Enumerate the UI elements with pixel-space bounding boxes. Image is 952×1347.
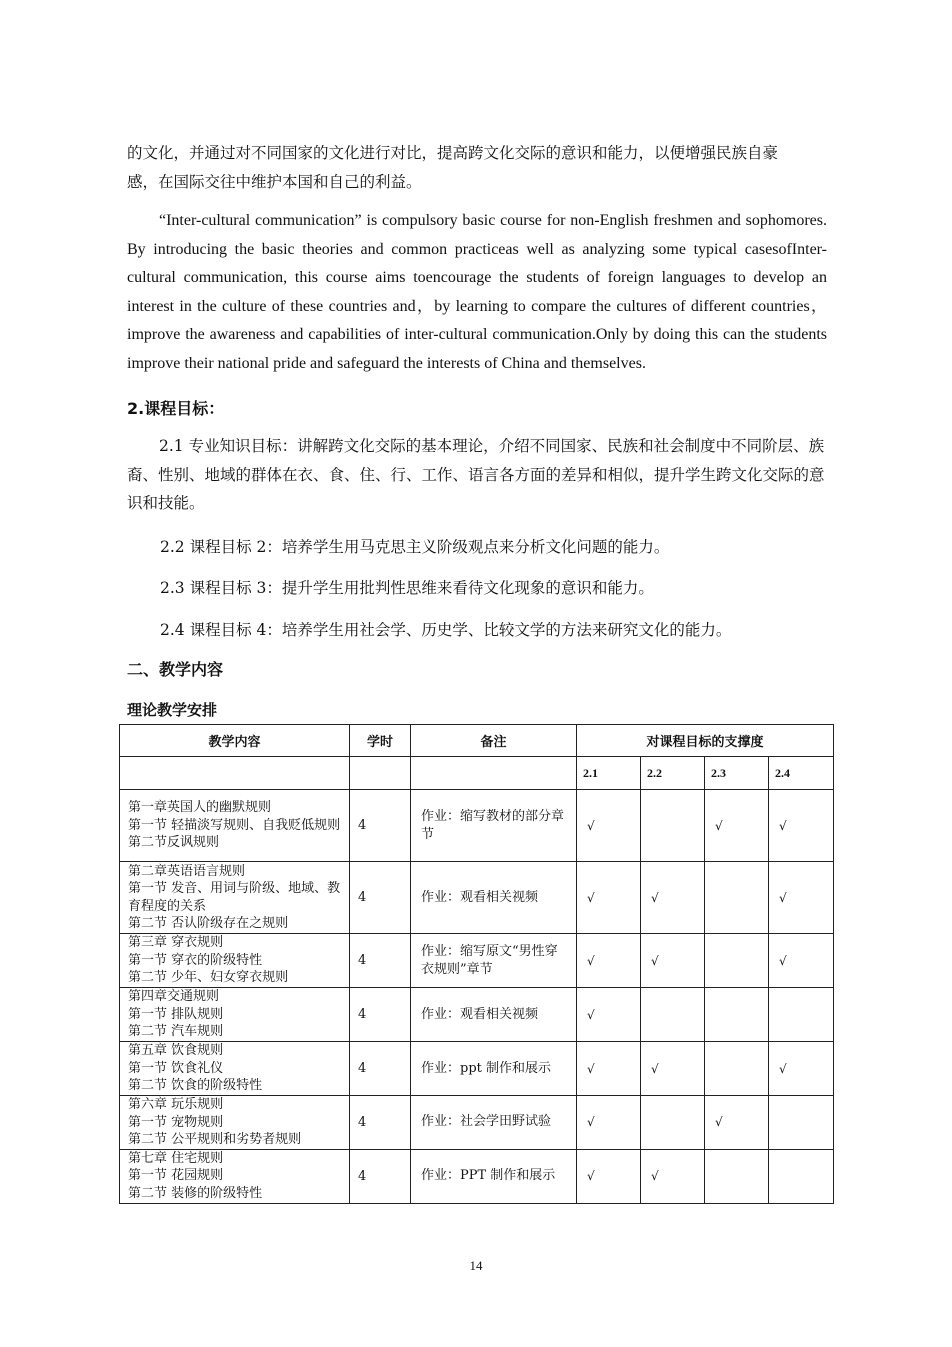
cell-support-2-4: √ bbox=[769, 790, 834, 862]
content-line: 第五章 饮食规则 bbox=[128, 1043, 224, 1059]
content-line: 第一节 饮食礼仪 bbox=[128, 1060, 224, 1076]
cell-support-2-1: √ bbox=[577, 1096, 641, 1150]
cell-support-2-1: √ bbox=[577, 862, 641, 934]
content-line: 第一节 花园规则 bbox=[128, 1168, 224, 1184]
content-line: 第二章英语语言规则 bbox=[128, 863, 246, 879]
cell-hours: 4 bbox=[350, 862, 411, 934]
content-line: 第二节 否认阶级存在之规则 bbox=[128, 916, 289, 931]
table-row bbox=[120, 934, 834, 988]
cell-hours: 4 bbox=[350, 1096, 411, 1150]
intro-english-paragraph: “Inter-cultural communication” is compulsory basic course for non-English freshmen and sophomores. By introducing the basic theories and common practiceas well as analyzing some typical casesofInter-cultural communication, this course aims toencourage the students of foreign languages to develop an interest in the culture of these countries and，by learning to compare the cultures of different countries， improve the awareness and capabilities of inter-cultural communication.Only by doing this can the students improve their national pride and safeguard the interests of China and themselves. bbox=[127, 212, 827, 372]
cell-support-2-4: √ bbox=[769, 1042, 834, 1096]
content-line: 第一节 轻描淡写规则、自我贬低规则 bbox=[128, 817, 341, 833]
cell-note: 作业：社会学田野试验 bbox=[411, 1096, 577, 1150]
goal-2-2: 2.2 课程目标 2：培养学生用马克思主义阶级观点来分析文化问题的能力。 bbox=[160, 538, 670, 556]
table-row bbox=[120, 862, 834, 934]
subheader-goal-2-2: 2.2 bbox=[641, 757, 705, 790]
cell-note: 作业：缩写教材的部分章节 bbox=[411, 790, 577, 862]
cell-hours: 4 bbox=[350, 934, 411, 988]
cell-support-2-1: √ bbox=[577, 1042, 641, 1096]
subheader-goal-2-1: 2.1 bbox=[577, 757, 641, 790]
table-row bbox=[120, 1042, 834, 1096]
intro-chinese-paragraph bbox=[127, 139, 827, 196]
cell-note: 作业：观看相关视频 bbox=[411, 862, 577, 934]
content-line: 第二节反讽规则 bbox=[128, 835, 220, 851]
table-body bbox=[120, 757, 834, 1204]
cell-content bbox=[120, 1149, 350, 1203]
cell-hours: 4 bbox=[350, 790, 411, 862]
cell-hours: 4 bbox=[350, 988, 411, 1042]
cell-support-2-3 bbox=[705, 862, 769, 934]
cell-content bbox=[120, 934, 350, 988]
table-subheader-row bbox=[120, 757, 834, 790]
goal-2-1: 2.1 专业知识目标：讲解跨文化交际的基本理论，介绍不同国家、民族和社会制度中不同阶层、族裔、性别、地域的群体在衣、食、住、行、工作、语言各方面的差异和相似，提升学生跨文化交际的意识和技能。 bbox=[127, 437, 825, 512]
table-row bbox=[120, 790, 834, 862]
content-line: 第二节 公平规则和劣势者规则 bbox=[128, 1132, 302, 1147]
section-course-goals-heading: 2.课程目标： bbox=[127, 399, 225, 418]
content-line: 第一节 发音、用词与阶级、地域、教育程度的关系 bbox=[128, 881, 341, 914]
page-number: 14 bbox=[469, 1258, 483, 1273]
cell-support-2-1: √ bbox=[577, 988, 641, 1042]
cell-support-2-1: √ bbox=[577, 1149, 641, 1203]
cell-content bbox=[120, 862, 350, 934]
cell-support-2-3 bbox=[705, 1149, 769, 1203]
content-line: 第四章交通规则 bbox=[128, 989, 220, 1005]
subheader-empty bbox=[411, 757, 577, 790]
subheader-empty bbox=[350, 757, 411, 790]
cell-note: 作业：缩写原文“男性穿衣规则”章节 bbox=[411, 934, 577, 988]
cell-note: 作业：观看相关视频 bbox=[411, 988, 577, 1042]
cell-support-2-3 bbox=[705, 1042, 769, 1096]
content-line: 第一节 宠物规则 bbox=[128, 1114, 224, 1130]
content-line: 第三章 穿衣规则 bbox=[128, 935, 224, 951]
cell-support-2-2 bbox=[641, 988, 705, 1042]
cell-support-2-4 bbox=[769, 1096, 834, 1150]
content-line: 第一节 穿衣的阶级特性 bbox=[128, 952, 263, 968]
cell-hours: 4 bbox=[350, 1042, 411, 1096]
content-line: 第一节 排队规则 bbox=[128, 1006, 224, 1022]
content-line: 第二节 汽车规则 bbox=[128, 1024, 224, 1040]
table-title: 理论教学安排 bbox=[127, 701, 218, 719]
cell-content bbox=[120, 1096, 350, 1150]
cell-support-2-1: √ bbox=[577, 934, 641, 988]
cell-support-2-2: √ bbox=[641, 862, 705, 934]
goal-2-4: 2.4 课程目标 4：培养学生用社会学、历史学、比较文学的方法来研究文化的能力。 bbox=[160, 621, 732, 639]
cell-content bbox=[120, 790, 350, 862]
goal-2-3: 2.3 课程目标 3：提升学生用批判性思维来看待文化现象的意识和能力。 bbox=[160, 579, 654, 597]
cell-support-2-2: √ bbox=[641, 1042, 705, 1096]
content-line: 第二节 装修的阶级特性 bbox=[128, 1185, 263, 1201]
cell-support-2-3 bbox=[705, 988, 769, 1042]
cell-support-2-3: √ bbox=[705, 790, 769, 862]
header-notes: 备注 bbox=[411, 725, 577, 757]
cell-content bbox=[120, 988, 350, 1042]
cell-support-2-4 bbox=[769, 988, 834, 1042]
cell-hours: 4 bbox=[350, 1149, 411, 1203]
cell-support-2-2 bbox=[641, 790, 705, 862]
cell-support-2-4 bbox=[769, 1149, 834, 1203]
table-row bbox=[120, 1149, 834, 1203]
content-line: 第七章 住宅规则 bbox=[128, 1150, 224, 1166]
subheader-goal-2-4: 2.4 bbox=[769, 757, 834, 790]
cell-support-2-1: √ bbox=[577, 790, 641, 862]
part-teaching-content-heading: 二、教学内容 bbox=[127, 660, 224, 679]
cell-support-2-4: √ bbox=[769, 862, 834, 934]
content-line: 第二节 少年、妇女穿衣规则 bbox=[128, 970, 289, 986]
theory-teaching-table bbox=[119, 724, 834, 1204]
cell-content bbox=[120, 1042, 350, 1096]
content-line: 第六章 玩乐规则 bbox=[128, 1097, 224, 1112]
intro-zh-line-2: 感，在国际交往中维护本国和自己的利益。 bbox=[127, 172, 422, 191]
table-header-row bbox=[120, 725, 834, 757]
cell-support-2-2: √ bbox=[641, 934, 705, 988]
table-row bbox=[120, 988, 834, 1042]
cell-support-2-3: √ bbox=[705, 1096, 769, 1150]
header-support: 对课程目标的支撑度 bbox=[577, 725, 834, 757]
cell-note: 作业：PPT 制作和展示 bbox=[411, 1149, 577, 1203]
intro-zh-line-1: 的文化，并通过对不同国家的文化进行对比，提高跨文化交际的意识和能力，以便增强民族自豪 bbox=[127, 144, 779, 162]
table-row bbox=[120, 1096, 834, 1150]
subheader-empty bbox=[120, 757, 350, 790]
subheader-goal-2-3: 2.3 bbox=[705, 757, 769, 790]
cell-support-2-2: √ bbox=[641, 1149, 705, 1203]
header-content: 教学内容 bbox=[120, 725, 350, 757]
cell-support-2-2 bbox=[641, 1096, 705, 1150]
content-line: 第二节 饮食的阶级特性 bbox=[128, 1078, 263, 1094]
cell-note: 作业：ppt 制作和展示 bbox=[411, 1042, 577, 1096]
cell-support-2-4: √ bbox=[769, 934, 834, 988]
cell-support-2-3 bbox=[705, 934, 769, 988]
header-hours: 学时 bbox=[350, 725, 411, 757]
content-line: 第一章英国人的幽默规则 bbox=[128, 800, 272, 816]
